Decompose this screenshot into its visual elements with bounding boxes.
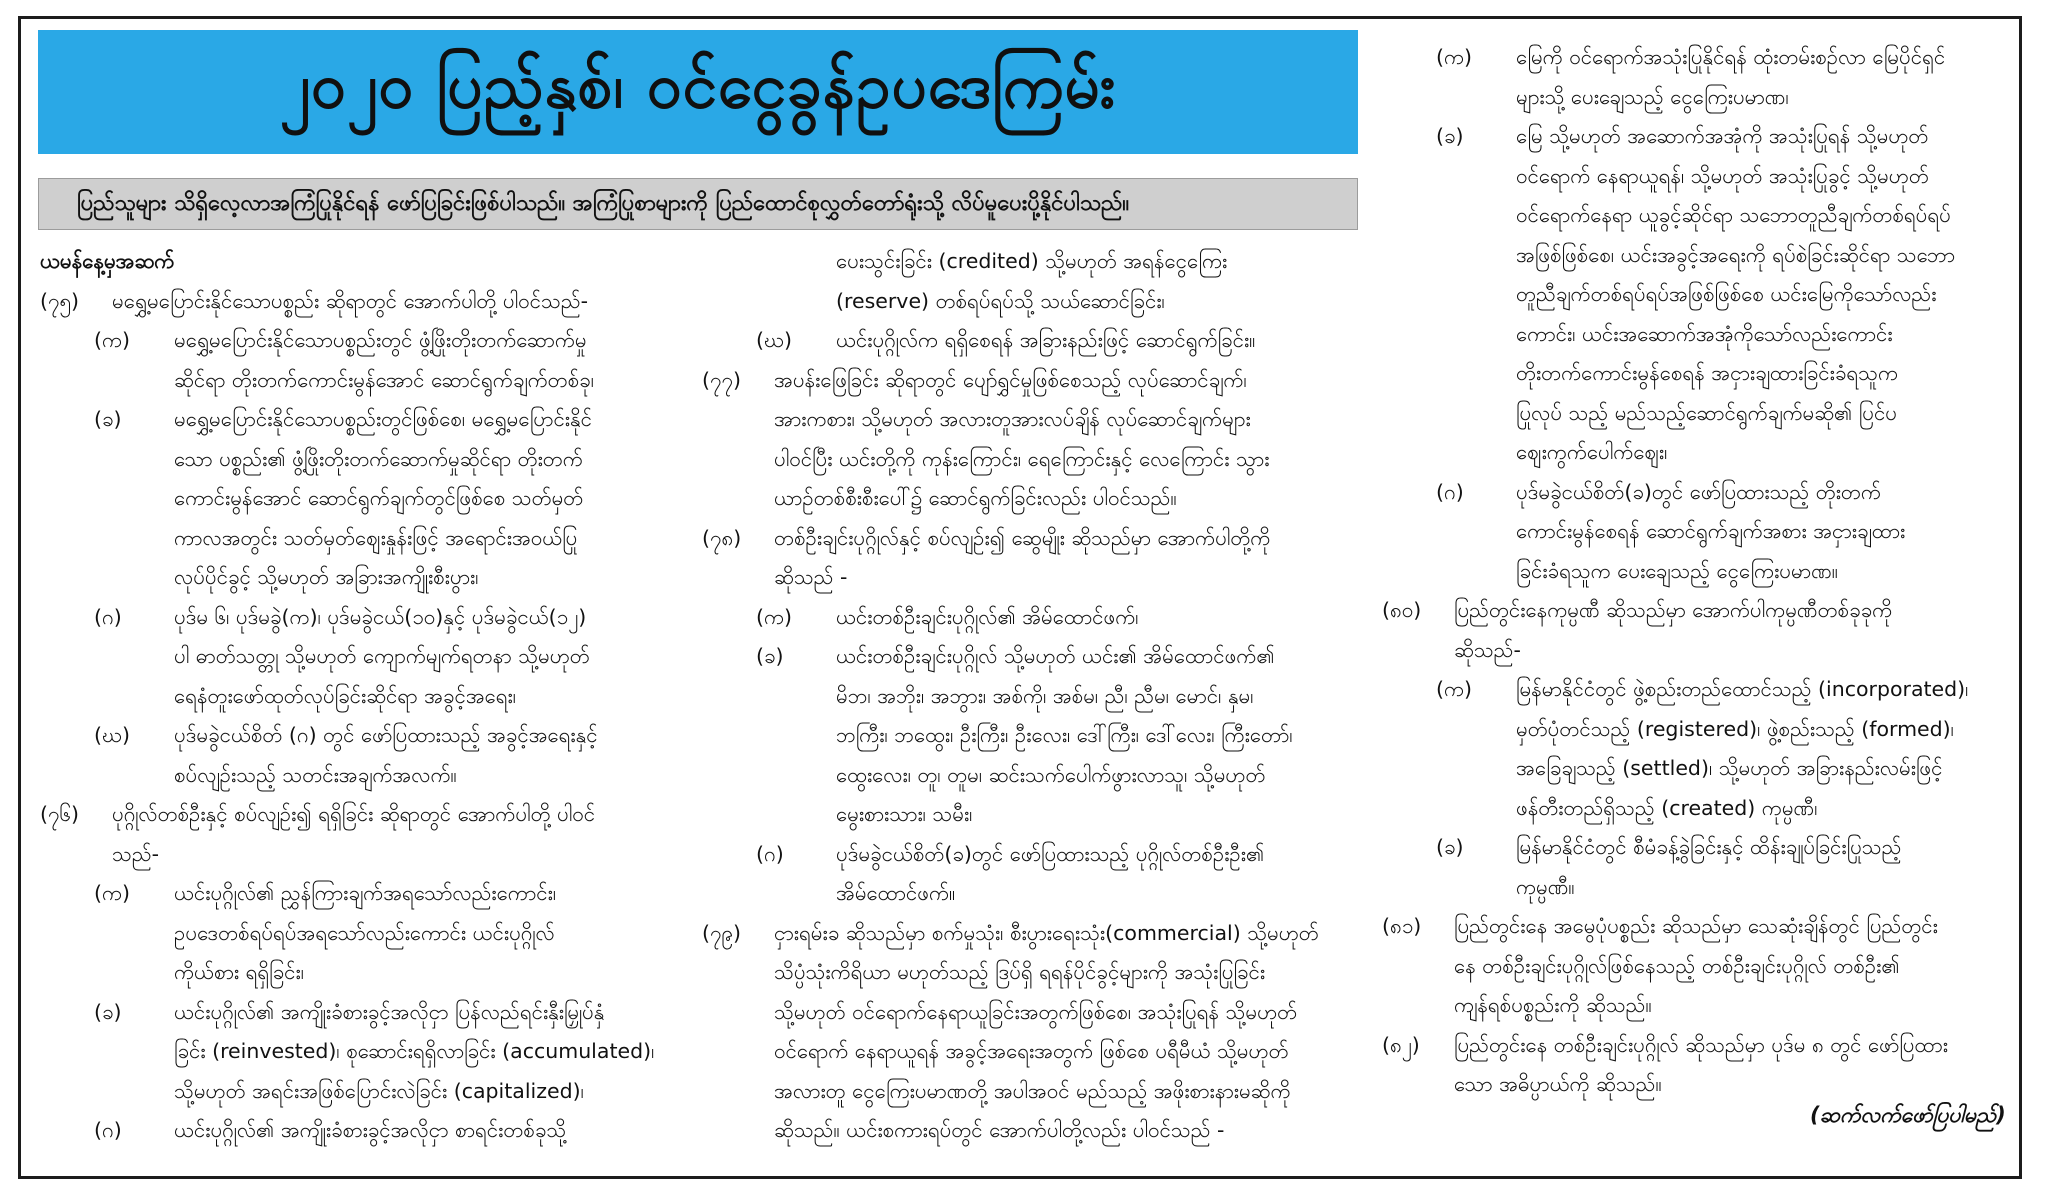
text-line	[40, 953, 680, 993]
text-line	[1382, 828, 2018, 868]
clause-text: ဆိုသည် -	[774, 565, 848, 589]
clause-number: (ဂ)	[94, 604, 122, 629]
clause-text: စပ်လျဉ်းသည့် သတင်းအချက်အလက်။	[174, 762, 457, 787]
text-line	[40, 321, 680, 361]
text-line	[1382, 473, 2018, 513]
text-line	[40, 993, 680, 1033]
clause-text: ဝင်ရောက် နေရာယူရန် အခွင့်အရေးအတွက် ဖြစ်စေ ပရီမီယံ သို့မဟုတ်	[774, 1039, 1289, 1063]
clause-text: မြေကို ဝင်ရောက်အသုံးပြုနိုင်ရန် ထုံးတမ်းစဉ်လာ မြေပိုင်ရှင်	[1516, 45, 1946, 69]
clause-text: ကိုယ်စား ရရှိခြင်း၊	[174, 960, 304, 984]
text-line	[702, 637, 1362, 677]
clause-text: ခြင်း (reinvested)၊ စုဆောင်းရရှိလာခြင်း (accumulated)၊	[174, 1039, 655, 1063]
clause-text: ပြည်တွင်းနေ တစ်ဦးချင်းပုဂ္ဂိုလ် ဆိုသည်မှာ ပုဒ်မ ၈ တွင် ဖော်ပြထား	[1454, 1032, 1948, 1057]
clause-text: မိဘ၊ အဘိုး၊ အဘွား၊ အစ်ကို၊ အစ်မ၊ ညီ၊ ညီမ၊ မောင်၊ နှမ၊	[836, 683, 1254, 708]
text-line	[702, 677, 1362, 717]
column-3	[1382, 38, 2018, 1105]
text-line	[702, 440, 1362, 480]
clause-text: တစ်ဦးချင်းပုဂ္ဂိုလ်နှင့် စပ်လျဉ်း၍ ဆွေမျိုး ဆိုသည်မှာ အောက်ပါတို့ကို	[774, 525, 1271, 550]
text-line	[40, 637, 680, 677]
text-line	[1382, 986, 2018, 1026]
text-line	[1382, 512, 2018, 552]
clause-text: အိမ်ထောင်ဖက်။	[836, 881, 956, 905]
clause-number: (ခ)	[1436, 124, 1464, 148]
clause-text: ပြည်တွင်းနေကုမ္ပဏီ ဆိုသည်မှာ အောက်ပါကုမ္ပဏီတစ်ခုခုကို	[1454, 598, 1893, 622]
text-line	[702, 282, 1362, 322]
text-line	[40, 361, 680, 401]
text-line	[702, 1111, 1362, 1151]
text-line	[1382, 394, 2018, 434]
clause-text: ပေးသွင်းခြင်း (credited) သို့မဟုတ် အရန်ငွေကြေး	[836, 249, 1228, 273]
clause-text: ကောင်းမွန်အောင် ဆောင်ရွက်ချက်တွင်ဖြစ်စေ သတ်မှတ်	[174, 486, 584, 510]
text-line	[40, 598, 680, 638]
clause-text: မရွှေ့မပြောင်းနိုင်သောပစ္စည်းတွင်ဖြစ်စေ၊ မရွှေ့မပြောင်းနိုင်	[174, 407, 592, 431]
text-line	[1382, 1065, 2018, 1105]
clause-text: သော ပစ္စည်း၏ ဖွံ့ဖြိုးတိုးတက်ဆောက်မှုဆိုင်ရာ တိုးတက်	[174, 446, 583, 471]
text-line	[1382, 749, 2018, 789]
text-line	[1382, 354, 2018, 394]
clause-text: ဘကြီး၊ ဘထွေး၊ ဦးကြီး၊ ဦးလေး၊ ဒေါ်ကြီး၊ ဒေါ်လေး၊ ကြီးတော်၊	[836, 723, 1293, 747]
text-line	[702, 835, 1362, 875]
clause-text: ဝင်ရောက်နေရာ ယူခွင့်ဆိုင်ရာ သဘောတူညီချက်တစ်ရပ်ရပ်	[1516, 203, 1951, 227]
clause-number: (၇၈)	[702, 525, 742, 550]
text-line	[702, 914, 1362, 954]
text-line	[702, 361, 1362, 401]
text-line	[1382, 789, 2018, 829]
clause-text: ပြည်တွင်းနေ အမွေပုံပစ္စည်း ဆိုသည်မှာ သေဆုံးချိန်တွင် ပြည်တွင်း	[1454, 914, 1938, 938]
clause-text: ပုဒ်မခွဲငယ်စိတ်(ခ)တွင် ဖော်ပြထားသည့် တိုးတက်	[1516, 479, 1881, 504]
text-line	[1382, 78, 2018, 118]
text-line	[40, 835, 680, 875]
text-line	[40, 716, 680, 756]
clause-text: ကျန်ရစ်ပစ္စည်းကို ဆိုသည်။	[1454, 993, 1652, 1017]
text-line	[40, 1072, 680, 1112]
text-line	[40, 479, 680, 519]
clause-text: မြေ သို့မဟုတ် အဆောက်အအုံကို အသုံးပြုရန် သို့မဟုတ်	[1516, 124, 1929, 148]
text-line	[702, 756, 1362, 796]
clause-number: (ဂ)	[94, 1118, 122, 1142]
text-line	[702, 953, 1362, 993]
text-line	[1382, 670, 2018, 710]
text-line	[702, 558, 1362, 598]
text-line	[1382, 433, 2018, 473]
text-line	[1382, 196, 2018, 236]
clause-text: ဥပဒေတစ်ရပ်ရပ်အရသော်လည်းကောင်း ယင်းပုဂ္ဂိုလ်	[174, 920, 555, 945]
clause-text: ပါ ဓာတ်သတ္တု သို့မဟုတ် ကျောက်မျက်ရတနာ သို့မဟုတ်	[174, 644, 590, 668]
clause-text: တူညီချက်တစ်ရပ်ရပ်အဖြစ်ဖြစ်စေ ယင်းမြေကိုသော်လည်း	[1516, 282, 1937, 306]
clause-text: ယင်းပုဂ္ဂိုလ်၏ ညွှန်ကြားချက်အရသော်လည်းကောင်း၊	[174, 881, 557, 905]
text-line	[1382, 38, 2018, 78]
clause-text: ကောင်းမွန်စေရန် ဆောင်ရွက်ချက်အစား အငှားချထား	[1516, 519, 1906, 543]
clause-text: ငှားရမ်းခ ဆိုသည်မှာ စက်မှုသုံး၊ စီးပွားရေးသုံး(commercial) သို့မဟုတ်	[774, 920, 1319, 945]
column-1	[40, 242, 680, 1151]
text-line	[40, 400, 680, 440]
text-line	[702, 242, 1362, 282]
text-line	[40, 519, 680, 559]
clause-text: ယင်းပုဂ္ဂိုလ်၏ အကျိုးခံစားခွင့်အလိုငှာ ပြန်လည်ရင်းနှီးမြှုပ်နှံ	[174, 999, 605, 1024]
text-line	[1382, 157, 2018, 197]
text-line	[702, 321, 1362, 361]
clause-text: အလားတူ ငွေကြေးပမာဏတို့ အပါအဝင် မည်သည့် အဖိုးစားနားမဆိုကို	[774, 1078, 1291, 1103]
clause-text: ယင်းပုဂ္ဂိုလ်က ရရှိစေရန် အခြားနည်းဖြင့် ဆောင်ရွက်ခြင်း။	[836, 328, 1256, 352]
clause-text: ပုဒ်မခွဲငယ်စိတ်(ခ)တွင် ဖော်ပြထားသည့် ပုဂ္ဂိုလ်တစ်ဦးဦး၏	[836, 841, 1265, 866]
clause-text: သို့မဟုတ် အရင်းအဖြစ်ပြောင်းလဲခြင်း (capitalized)၊	[174, 1078, 584, 1103]
clause-text: မြန်မာနိုင်ငံတွင် ဖွဲ့စည်းတည်ထောင်သည့် (incorporated)၊	[1516, 677, 1969, 701]
clause-number: (ဃ)	[94, 723, 130, 747]
clause-text: ထွေးလေး၊ တူ၊ တူမ၊ ဆင်းသက်ပေါက်ဖွားလာသူ၊ သို့မဟုတ်	[836, 762, 1266, 787]
clause-text: ယင်းတစ်ဦးချင်းပုဂ္ဂိုလ်၏ အိမ်ထောင်ဖက်၊	[836, 604, 1139, 629]
clause-text: ပါဝင်ပြီး ယင်းတို့ကို ကုန်းကြောင်း၊ ရေကြောင်းနှင့် လေကြောင်း သွား	[774, 446, 1270, 471]
text-line	[702, 1072, 1362, 1112]
text-line	[1382, 315, 2018, 355]
clause-text: တိုးတက်ကောင်းမွန်စေရန် အငှားချထားခြင်းခံရသူက	[1516, 361, 1899, 385]
text-line	[40, 874, 680, 914]
text-line	[702, 1032, 1362, 1072]
clause-text: ဖန်တီးတည်ရှိသည့် (created) ကုမ္ပဏီ၊	[1516, 795, 1818, 820]
clause-text: ဝင်ရောက် နေရာယူရန်၊ သို့မဟုတ် အသုံးပြုခွင့် သို့မဟုတ်	[1516, 163, 1929, 188]
clause-number: (၇၉)	[702, 920, 742, 945]
clause-number: (ဂ)	[756, 841, 784, 866]
text-line	[1382, 117, 2018, 157]
clause-text: ဈေးကွက်ပေါက်ဈေး၊	[1516, 440, 1668, 464]
text-line	[1382, 236, 2018, 276]
clause-number: (၇၇)	[702, 367, 742, 392]
text-line	[1382, 947, 2018, 987]
text-line	[702, 874, 1362, 914]
text-line	[1382, 710, 2018, 750]
clause-number: (ဂ)	[1436, 479, 1464, 504]
clause-text: အခြေချသည့် (settled)၊ သို့မဟုတ် အခြားနည်းလမ်းဖြင့်	[1516, 756, 1943, 780]
clause-text: ယင်းပုဂ္ဂိုလ်၏ အကျိုးခံစားခွင့်အလိုငှာ စာရင်းတစ်ခုသို့	[174, 1118, 567, 1142]
text-line	[40, 677, 680, 717]
clause-text: ပုဒ်မ ၆၊ ပုဒ်မခွဲ(က)၊ ပုဒ်မခွဲငယ်(၁၀)နှင့် ပုဒ်မခွဲငယ်(၁၂)	[174, 604, 587, 629]
clause-text: ကုမ္ပဏီ။	[1516, 874, 1575, 899]
clause-text: သည်-	[112, 841, 160, 866]
clause-text: အပန်းဖြေခြင်း ဆိုရာတွင် ပျော်ရွှင်မှုဖြစ်စေသည့် လုပ်ဆောင်ချက်၊	[774, 367, 1247, 392]
text-line	[40, 795, 680, 835]
text-line	[1382, 631, 2018, 671]
text-line	[702, 795, 1362, 835]
text-line	[1382, 275, 2018, 315]
text-line	[702, 479, 1362, 519]
clause-text: သိပ္ပံသုံးကိရိယာ မဟုတ်သည့် ဒြပ်ရှိ ရရန်ပိုင်ခွင့်များကို အသုံးပြုခြင်း	[774, 960, 1266, 984]
clause-text: နေ တစ်ဦးချင်းပုဂ္ဂိုလ်ဖြစ်နေသည့် တစ်ဦးချင်းပုဂ္ဂိုလ် တစ်ဦး၏	[1454, 953, 1900, 978]
clause-number: (က)	[756, 604, 793, 629]
clause-number: (က)	[1436, 45, 1473, 69]
clause-text: ကောင်း၊ ယင်းအဆောက်အအုံကိုသော်လည်းကောင်း	[1516, 321, 1893, 346]
clause-number: (၈၂)	[1382, 1032, 1420, 1057]
text-line	[702, 993, 1362, 1033]
text-line	[702, 400, 1362, 440]
clause-text: မရွှေ့မပြောင်းနိုင်သောပစ္စည်းတွင် ဖွံ့ဖြိုးတိုးတက်ဆောက်မှု	[174, 328, 587, 352]
clause-text: ယင်းတစ်ဦးချင်းပုဂ္ဂိုလ် သို့မဟုတ် ယင်း၏ အိမ်ထောင်ဖက်၏	[836, 644, 1275, 668]
clause-text: မွေးစားသား၊ သမီး၊	[836, 802, 973, 826]
clause-text: ပြုလုပ် သည့် မည်သည့်ဆောင်ရွက်ချက်မဆို၏ ပြင်ပ	[1516, 400, 1898, 425]
continued-label: ယမန်နေ့မှအဆက်	[40, 249, 175, 273]
clause-text: ပုဂ္ဂိုလ်တစ်ဦးနှင့် စပ်လျဉ်း၍ ရရှိခြင်း ဆိုရာတွင် အောက်ပါတို့ ပါဝင်	[112, 802, 596, 826]
clause-text: ဆိုသည်။ ယင်းစကားရပ်တွင် အောက်ပါတို့လည်း ပါဝင်သည် -	[774, 1118, 1225, 1142]
clause-text: ပုဒ်မခွဲငယ်စိတ် (ဂ) တွင် ဖော်ပြထားသည့် အခွင့်အရေးနှင့်	[174, 723, 598, 747]
text-line	[1382, 868, 2018, 908]
text-line	[40, 1032, 680, 1072]
clause-text: အဖြစ်ဖြစ်စေ၊ ယင်းအခွင့်အရေးကို ရပ်စဲခြင်းဆိုင်ရာ သဘော	[1516, 242, 1956, 267]
continued-note: (ဆက်လက်ဖော်ပြပါမည်)	[1810, 1103, 2006, 1127]
notice-bar: ပြည်သူများ သိရှိလေ့လာအကြံပြုနိုင်ရန် ဖော်ပြခြင်းဖြစ်ပါသည်။ အကြံပြုစာများကို ပြည်ထောင်စုလွှတ်တော်ရုံးသို့ လိပ်မူပေးပို့နိုင်ပါသည်။	[38, 178, 1358, 230]
text-line	[40, 440, 680, 480]
clause-number: (က)	[94, 881, 131, 905]
clause-text: ခြင်းခံရသူက ပေးချေသည့် ငွေကြေးပမာဏ။	[1516, 558, 1838, 583]
text-line	[1382, 907, 2018, 947]
text-line	[40, 558, 680, 598]
clause-text: ဆိုင်ရာ တိုးတက်ကောင်းမွန်အောင် ဆောင်ရွက်ချက်တစ်ခု၊	[174, 367, 594, 392]
column-2	[702, 242, 1362, 1151]
clause-text: သို့မဟုတ် ဝင်ရောက်နေရာယူခြင်းအတွက်ဖြစ်စေ၊ အသုံးပြုရန် သို့မဟုတ်	[774, 999, 1298, 1024]
text-line	[40, 756, 680, 796]
clause-number: (ခ)	[94, 999, 122, 1024]
text-line	[702, 598, 1362, 638]
text-line	[40, 1111, 680, 1151]
clause-text: မှတ်ပုံတင်သည့် (registered)၊ ဖွဲ့စည်းသည့် (formed)၊	[1516, 716, 1954, 741]
title-banner	[38, 30, 1358, 154]
page-title: ၂၀၂၀ ပြည့်နှစ်၊ ဝင်ငွေခွန်ဥပဒေကြမ်း	[279, 48, 1117, 122]
text-line	[40, 282, 680, 322]
text-line	[1382, 1026, 2018, 1066]
clause-number: (ခ)	[1436, 835, 1464, 859]
text-line	[1382, 591, 2018, 631]
clause-number: (ဃ)	[756, 328, 792, 352]
clause-number: (ခ)	[756, 644, 784, 668]
text-line	[1382, 552, 2018, 592]
clause-number: (က)	[94, 328, 131, 352]
clause-number: (၈၁)	[1382, 914, 1422, 938]
clause-text: ကာလအတွင်း သတ်မှတ်ဈေးနှုန်းဖြင့် အရောင်းအဝယ်ပြု	[174, 525, 578, 550]
clause-text: လုပ်ပိုင်ခွင့် သို့မဟုတ် အခြားအကျိုးစီးပွား၊	[174, 565, 479, 589]
clause-text: များသို့ ပေးချေသည့် ငွေကြေးပမာဏ၊	[1516, 84, 1789, 109]
clause-text: မြန်မာနိုင်ငံတွင် စီမံခန့်ခွဲခြင်းနှင့် ထိန်းချုပ်ခြင်းပြုသည့်	[1516, 835, 1902, 859]
clause-number: (က)	[1436, 677, 1473, 701]
clause-number: (၇၅)	[40, 288, 80, 313]
clause-text: ယာဉ်တစ်စီးစီးပေါ်၌ ဆောင်ရွက်ခြင်းလည်း ပါဝင်သည်။	[774, 486, 1177, 510]
clause-number: (၈၀)	[1382, 598, 1422, 622]
clause-text: မရွှေ့မပြောင်းနိုင်သောပစ္စည်း ဆိုရာတွင် အောက်ပါတို့ ပါဝင်သည်-	[112, 288, 589, 313]
clause-text: ရေနံတူးဖော်ထုတ်လုပ်ခြင်းဆိုင်ရာ အခွင့်အရေး၊	[174, 683, 516, 708]
text-line	[702, 519, 1362, 559]
text-line	[702, 716, 1362, 756]
clause-text: သော အဓိပ္ပာယ်ကို ဆိုသည်။	[1454, 1072, 1662, 1096]
clause-text: အားကစား၊ သို့မဟုတ် အလားတူအားလပ်ချိန် လုပ်ဆောင်ချက်များ	[774, 407, 1251, 431]
clause-number: (၇၆)	[40, 802, 80, 826]
text-line	[40, 914, 680, 954]
clause-text: ဆိုသည်-	[1454, 637, 1521, 662]
clause-text: (reserve) တစ်ရပ်ရပ်သို့ သယ်ဆောင်ခြင်း၊	[836, 288, 1165, 313]
clause-number: (ခ)	[94, 407, 122, 431]
